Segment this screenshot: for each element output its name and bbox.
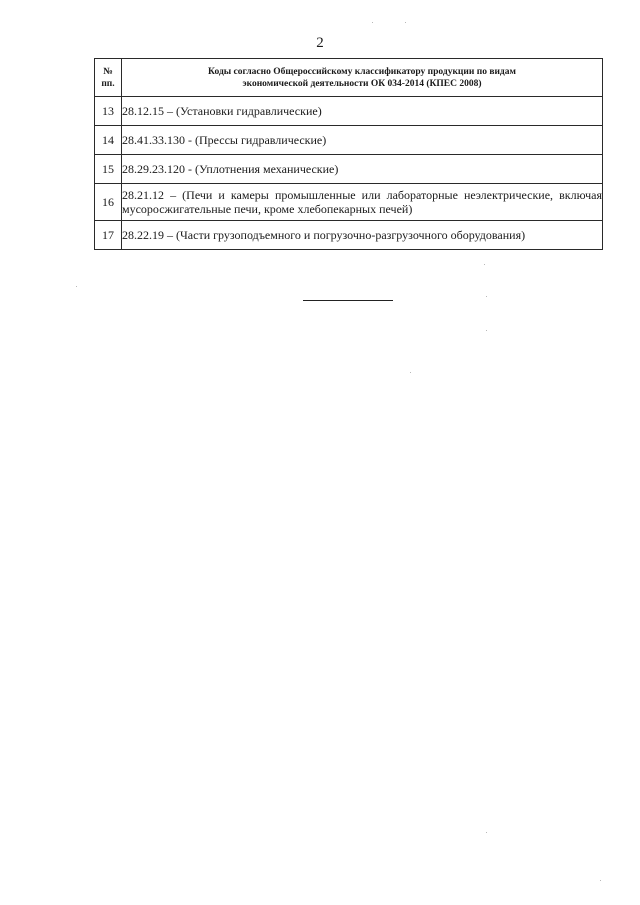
scan-speck [486,832,487,833]
table-row [95,184,603,221]
codes-table [94,58,603,250]
scan-speck [484,264,485,265]
row-number: 15 [95,155,122,184]
number-column-header [95,59,122,97]
codes-header-line2: экономической деятельности ОК 034-2014 (КПЕС 2008) [242,78,482,89]
row-code-text: 28.41.33.130 - (Прессы гидравлические) [122,126,603,155]
scan-speck [76,286,77,287]
scan-speck [486,296,487,297]
table-row [95,221,603,250]
scan-speck [600,880,601,881]
number-header-line1: № [103,66,113,77]
row-number: 17 [95,221,122,250]
number-header-line2: пп. [101,78,115,89]
table-header-row [95,59,603,97]
row-code-text: 28.12.15 – (Установки гидравлические) [122,97,603,126]
row-number: 14 [95,126,122,155]
page-number: 2 [316,35,324,51]
closing-rule [303,300,393,301]
row-number: 16 [95,184,122,221]
row-code-text: 28.21.12 – (Печи и камеры промышленные или лабораторные неэлектрические, включая мусоросжигательные печи, кроме хлебопекарных печей) [122,184,603,221]
table-row [95,155,603,184]
codes-header-line1: Коды согласно Общероссийскому классификатору продукции по видам [208,66,516,77]
scan-speck [405,22,406,23]
table-row [95,126,603,155]
table-row [95,97,603,126]
row-number: 13 [95,97,122,126]
row-code-text: 28.22.19 – (Части грузоподъемного и погрузочно-разгрузочного оборудования) [122,221,603,250]
scan-speck [410,372,411,373]
scan-speck [372,22,373,23]
scan-speck [486,330,487,331]
row-code-text: 28.29.23.120 - (Уплотнения механические) [122,155,603,184]
codes-column-header [122,59,603,97]
